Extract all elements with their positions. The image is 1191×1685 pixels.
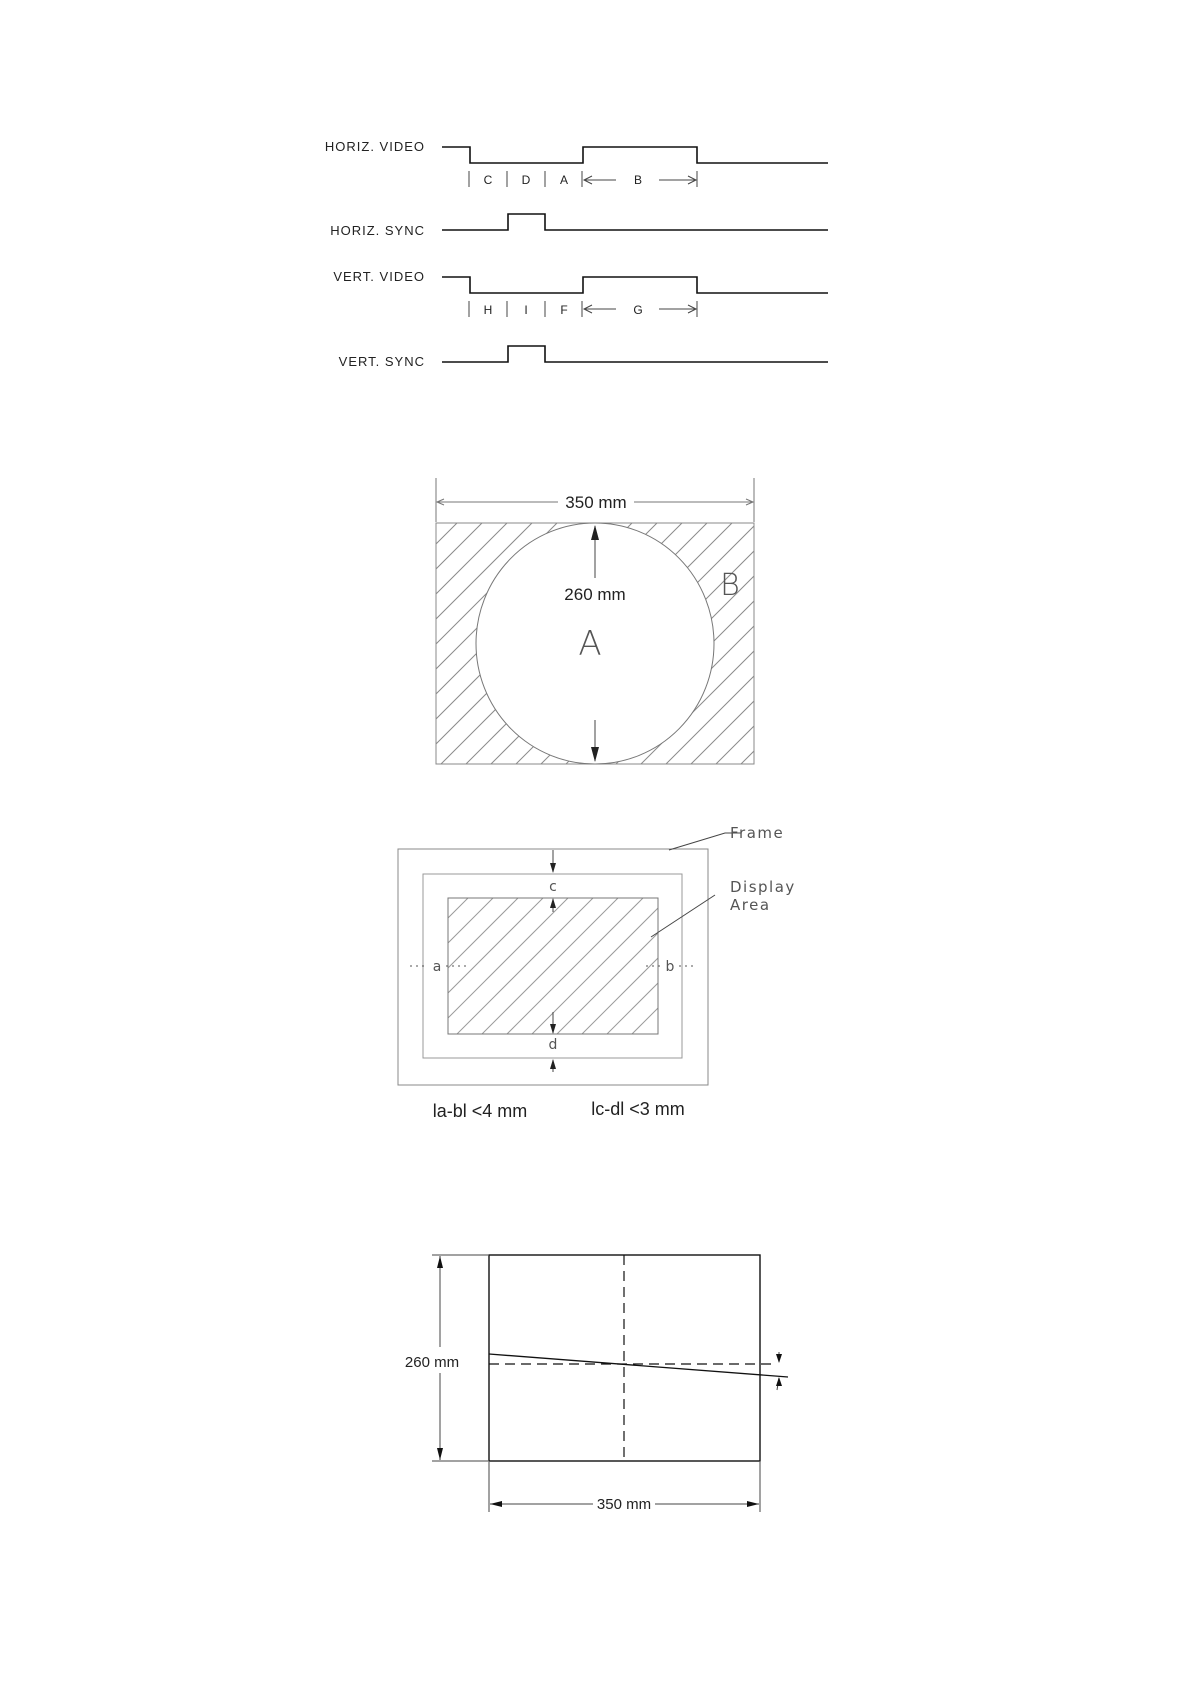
horiz-sync-waveform: [442, 214, 828, 230]
region-b-label: B: [720, 568, 740, 603]
arrow-up-icon: [550, 1059, 556, 1069]
arrow-right-icon: [747, 1501, 759, 1507]
tilt-width-350: 350 mm: [596, 1496, 652, 1513]
segment-i: I: [524, 303, 528, 317]
arrow-down-icon: [776, 1354, 782, 1363]
tolerance-cd: lc-dl <3 mm: [591, 1099, 685, 1119]
margin-b-label: b: [665, 959, 675, 975]
vert-video-waveform: [442, 277, 828, 293]
tolerance-ab: la-bl <4 mm: [432, 1101, 528, 1121]
margin-c-label: c: [549, 879, 557, 895]
arrow-up-icon: [550, 898, 556, 908]
segment-h: H: [483, 303, 493, 317]
uniformity-diagram: [436, 478, 754, 764]
vert-timing-markers: [469, 301, 697, 317]
vert-sync-waveform: [442, 346, 828, 362]
timing-diagram: [325, 139, 828, 369]
width-dimension-350: 350 mm: [565, 493, 627, 512]
segment-b: B: [633, 173, 643, 187]
arrow-up-icon: [776, 1377, 782, 1386]
segment-c: C: [483, 173, 493, 187]
horiz-timing-markers: [469, 171, 697, 187]
margin-a-label: a: [432, 959, 442, 975]
centering-diagram: [398, 824, 796, 1121]
segment-d: D: [521, 173, 531, 187]
arrow-up-icon: [437, 1256, 443, 1268]
vert-sync-label: VERT. SYNC: [338, 354, 425, 369]
height-dimension-260: 260 mm: [564, 585, 626, 604]
segment-a: A: [559, 173, 569, 187]
arrow-down-icon: [437, 1448, 443, 1460]
frame-label: Frame: [730, 824, 785, 842]
horiz-video-waveform: [442, 147, 828, 163]
tilt-height-260: 260 mm: [404, 1354, 460, 1371]
vert-video-label: VERT. VIDEO: [333, 269, 425, 284]
arrow-down-icon: [550, 1024, 556, 1034]
display-label: Display: [730, 878, 796, 896]
margin-d-label: d: [548, 1037, 558, 1053]
area-label: Area: [730, 896, 771, 914]
arrow-up-icon: [591, 525, 599, 540]
tilt-diagram: [405, 1255, 788, 1513]
arrow-left-icon: [490, 1501, 502, 1507]
segment-g: G: [633, 303, 643, 317]
segment-f: F: [560, 303, 568, 317]
region-a-label: A: [578, 624, 602, 664]
arrow-down-icon: [591, 747, 599, 762]
arrow-down-icon: [550, 863, 556, 873]
tilted-line: [489, 1354, 788, 1377]
horiz-video-label: HORIZ. VIDEO: [324, 139, 425, 154]
horiz-sync-label: HORIZ. SYNC: [330, 223, 425, 238]
